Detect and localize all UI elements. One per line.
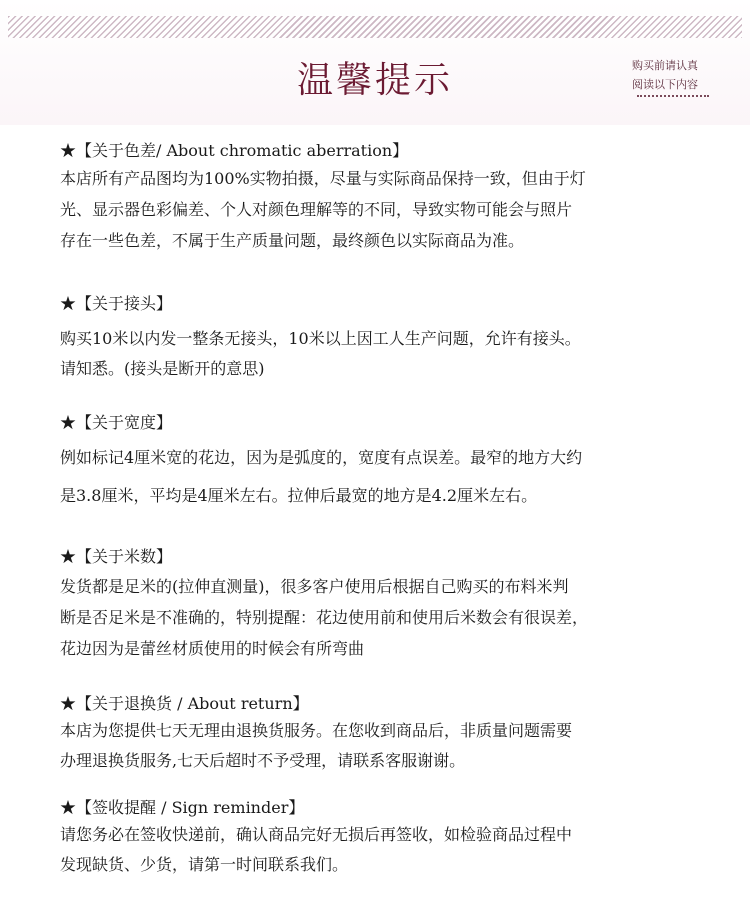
header-note-line: 阅读以下内容 [632,78,698,91]
decorative-stripe-band [8,16,742,38]
body-line: 购买10米以内发一整条无接头，10米以上因工人生产问题，允许有接头。 [60,329,581,348]
body-line: 断是否足米是不准确的，特别提醒：花边使用前和使用后米数会有很误差， [60,608,589,627]
section-title: ★【关于接头】 [60,294,173,313]
section-width [60,411,700,515]
section-body [60,571,700,664]
body-line: 花边因为是蕾丝材质使用的时候会有所弯曲 [60,639,365,658]
body-line: 是3.8厘米，平均是4厘米左右。拉伸后最宽的地方是4.2厘米左右。 [60,486,538,505]
section-title: ★【签收提醒 / Sign reminder】 [60,798,305,817]
section-joints [60,292,700,384]
section-returns [60,692,700,776]
section-body [60,163,700,256]
dotted-divider [637,95,709,97]
section-title: ★【关于色差/ About chromatic aberration】 [60,141,409,160]
section-title: ★【关于米数】 [60,547,173,566]
section-body [60,820,700,880]
section-body [60,716,700,776]
body-line: 请您务必在签收快递前，确认商品完好无损后再签收，如检验商品过程中 [60,825,573,844]
body-line: 例如标记4厘米宽的花边，因为是弧度的，宽度有点误差。最窄的地方大约 [60,448,583,467]
body-line: 存在一些色差，不属于生产质量问题，最终颜色以实际商品为准。 [60,231,525,250]
body-line: 办理退换货服务,七天后超时不予受理，请联系客服谢谢。 [60,751,466,770]
body-line: 本店为您提供七天无理由退换货服务。在您收到商品后，非质量问题需要 [60,721,573,740]
body-line: 发现缺货、少货，请第一时间联系我们。 [60,855,349,874]
body-line: 发货都是足米的(拉伸直测量)，很多客户使用后根据自己购买的布料米判 [60,577,569,596]
section-meters [60,545,700,664]
body-line: 请知悉。(接头是断开的意思) [60,359,265,378]
body-line: 本店所有产品图均为100%实物拍摄，尽量与实际商品保持一致，但由于灯 [60,169,586,188]
section-body [60,324,700,384]
section-sign-reminder [60,796,700,880]
header-note-line: 购买前请认真 [632,59,698,72]
body-line: 光、显示器色彩偏差、个人对颜色理解等的不同，导致实物可能会与照片 [60,200,573,219]
section-title: ★【关于退换货 / About return】 [60,694,309,713]
section-color-difference [60,139,700,256]
notice-header [0,0,750,125]
page-title: 温馨提示 [296,60,453,101]
section-title: ★【关于宽度】 [60,413,173,432]
header-note [632,56,698,94]
section-body [60,439,700,515]
